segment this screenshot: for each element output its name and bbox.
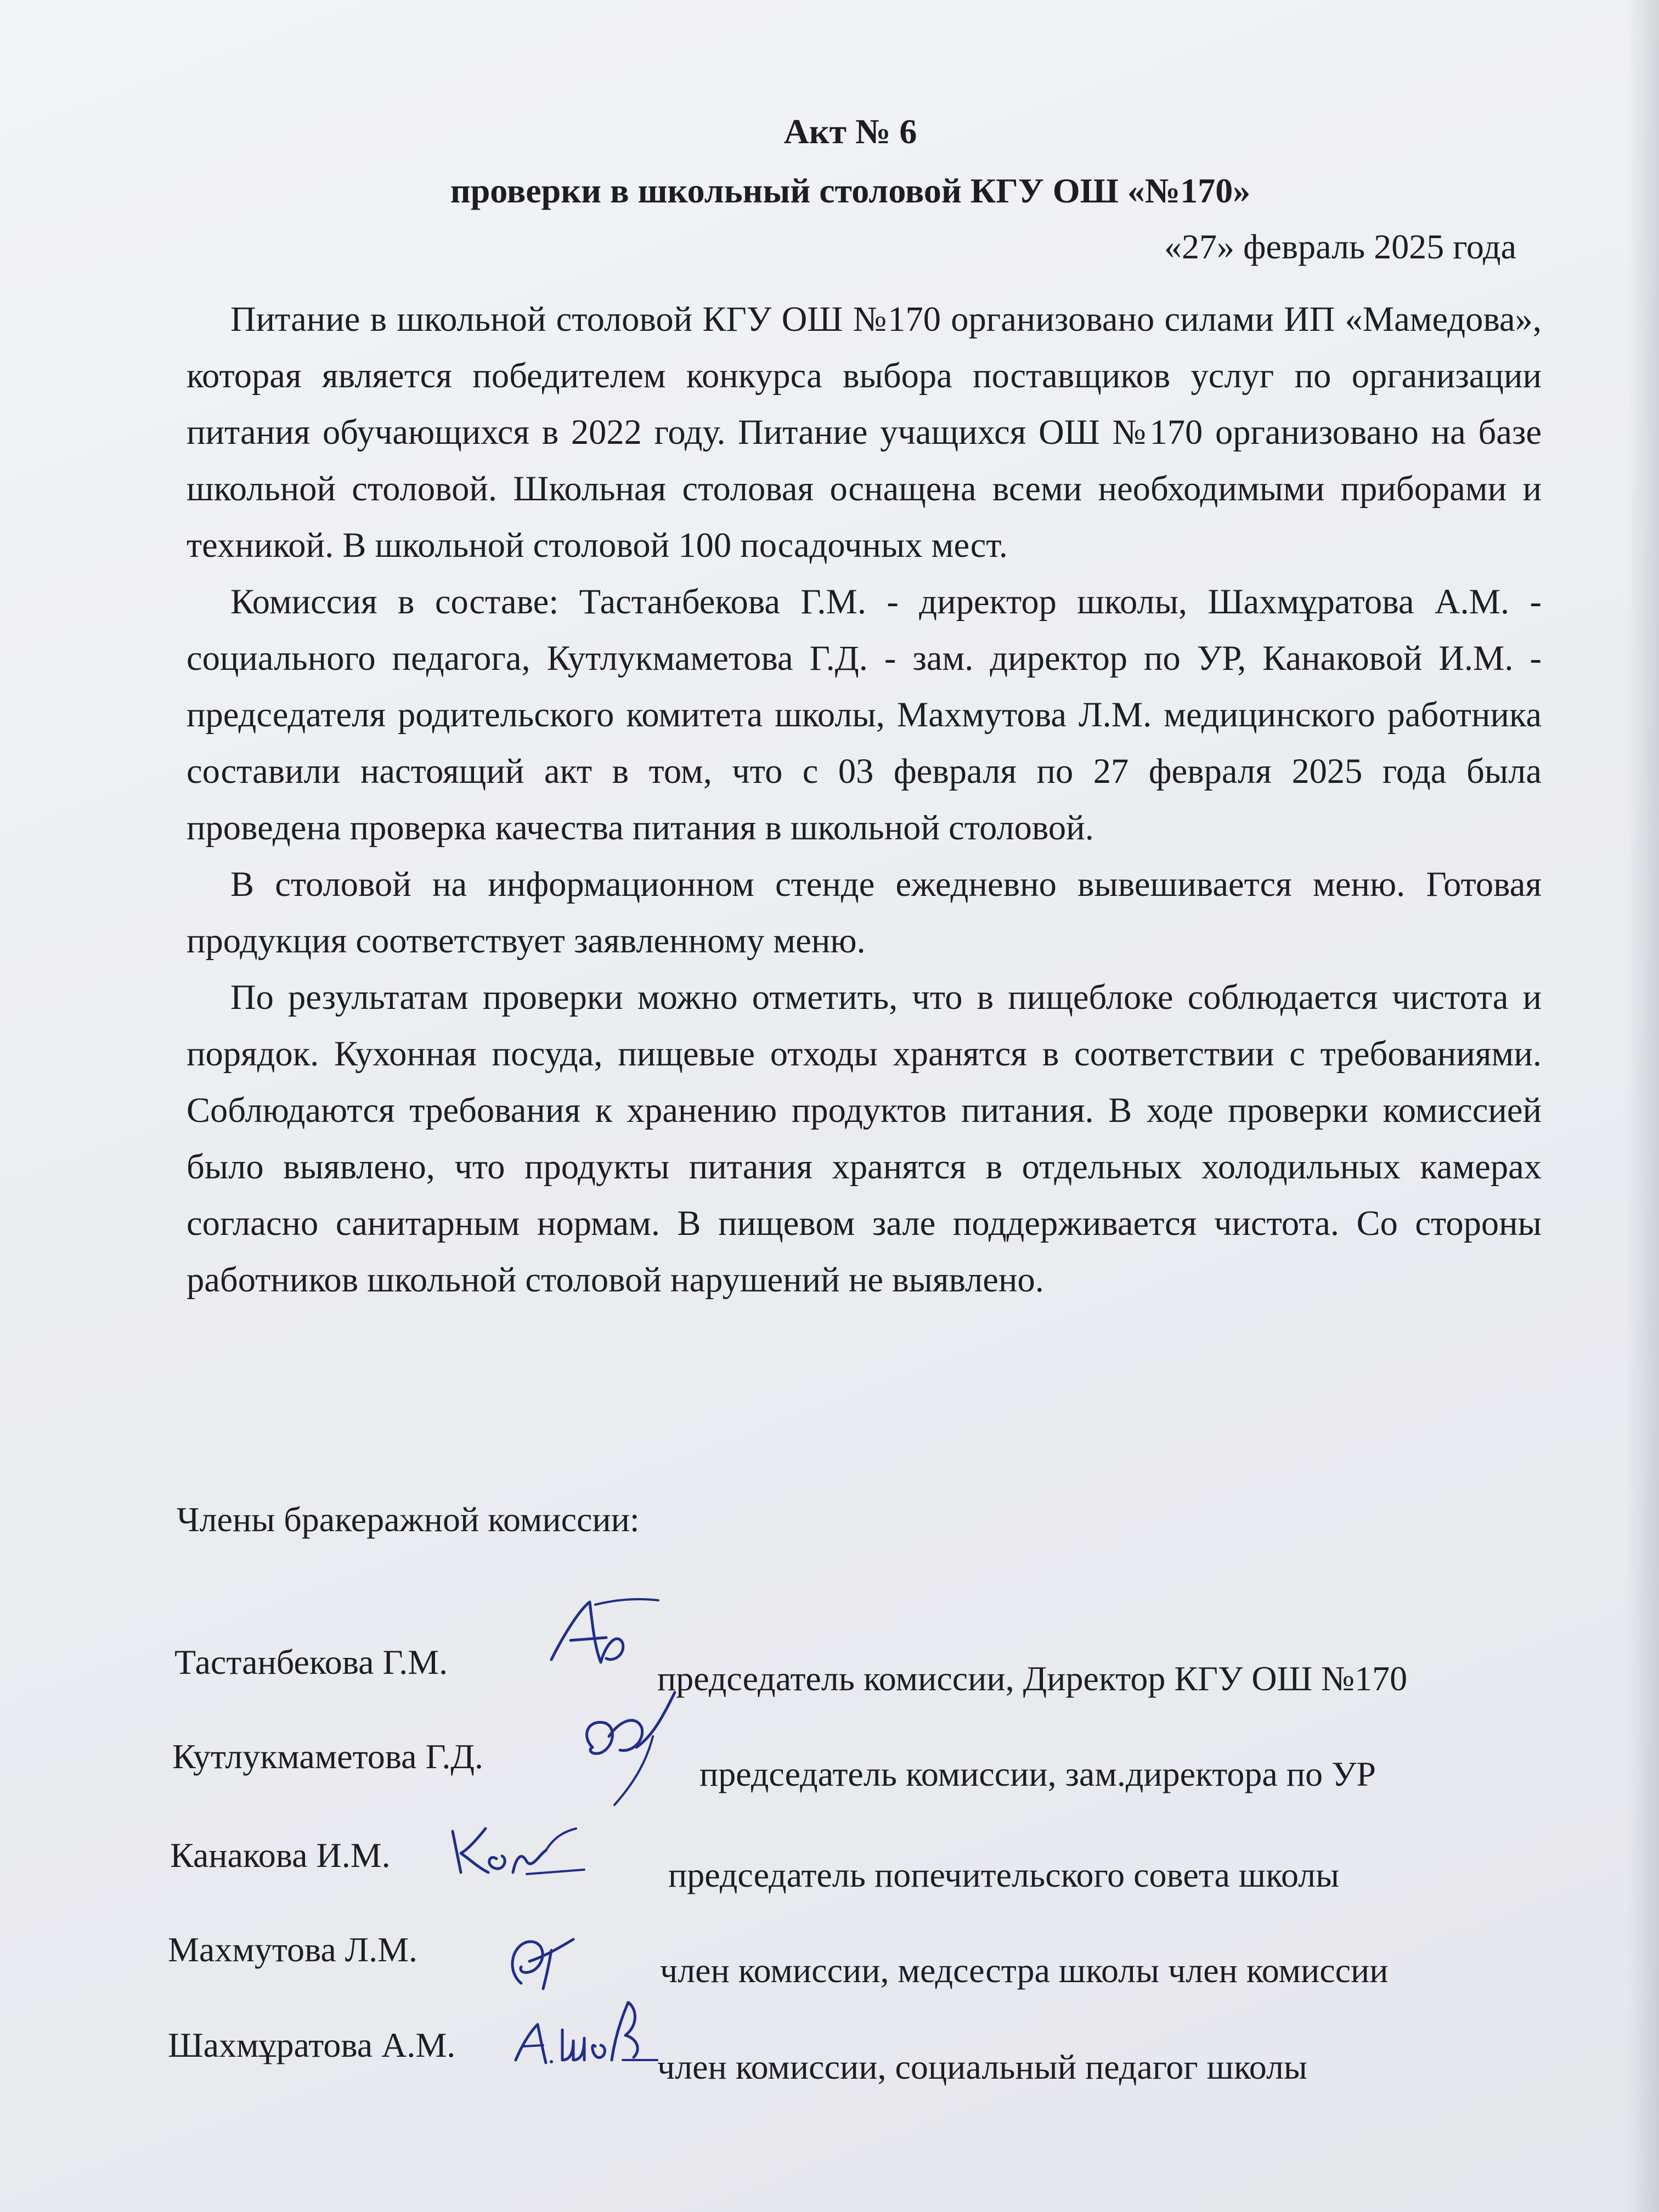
body-paragraph: По результатам проверки можно отметить, что в пищеблоке соблюдается чистота и порядок. Кухонная посуда, пищевые отходы хранятся в соответствии с требованиями. Соблюдаются требования к хранению продуктов питания. В ходе проверки комиссией было выявлено, что продукты питания хранятся в отдельных холодильных камерах согласно санитарным нормам. В пищевом зале поддерживается чистота. Со стороны работников школьной столовой нарушений не выявлено. (187, 978, 1542, 1299)
signature-image (496, 1917, 579, 2000)
members-heading: Члены бракеражной комиссии: (177, 1500, 640, 1539)
document-date: «27» февраль 2025 года (1164, 227, 1516, 266)
member-name: Кутлукмаметова Г.Д. (172, 1737, 483, 1776)
body-paragraph: В столовой на информационном стенде ежедневно вывешивается меню. Готовая продукция соответствует заявленному меню. (187, 865, 1542, 960)
page-edge-shadow (1626, 0, 1659, 2212)
member-name: Тастанбекова Г.М. (174, 1643, 448, 1681)
body-paragraph: Питание в школьной столовой КГУ ОШ №170 организовано силами ИП «Мамедова», которая является победителем конкурса выбора поставщиков услуг по организации питания обучающихся в 2022 году. Питание учащихся ОШ №170 организовано на базе школьной столовой. Школьная столовая оснащена всеми необходимыми приборами и техникой. В школьной столовой 100 посадочных мест. (187, 300, 1542, 565)
body-paragraph: Комиссия в составе: Тастанбекова Г.М. - директор школы, Шахмұратова А.М. - социального педагога, Кутлукмаметова Г.Д. - зам. директор по УР, Канаковой И.М. - председателя родительского комитета школы, Махмутова Л.М. медицинского работника составили настоящий акт в том, что с 03 февраля по 27 февраля 2025 года была проведена проверка качества питания в школьной столовой. (187, 582, 1542, 847)
member-role: председатель попечительского совета школы (668, 1855, 1340, 1894)
member-role: член комиссии, социальный педагог школы (657, 2047, 1307, 2086)
document-body (187, 291, 1542, 1308)
member-role: член комиссии, медсестра школы член комиссии (660, 1951, 1389, 1990)
document-title: Акт № 6 (783, 112, 917, 151)
member-name: Шахмұратова А.М. (168, 2025, 456, 2064)
document-subtitle: проверки в школьный столовой КГУ ОШ «№170» (450, 171, 1251, 210)
signature-image (571, 1676, 697, 1808)
member-role: председатель комиссии, Директор КГУ ОШ №170 (657, 1659, 1408, 1698)
signature-image (510, 1991, 658, 2079)
member-role: председатель комиссии, зам.директора по УР (699, 1754, 1376, 1793)
signature-image (540, 1594, 667, 1676)
member-name: Канакова И.М. (170, 1836, 391, 1875)
signature-image (444, 1820, 587, 1881)
member-name: Махмутова Л.М. (168, 1930, 418, 1969)
